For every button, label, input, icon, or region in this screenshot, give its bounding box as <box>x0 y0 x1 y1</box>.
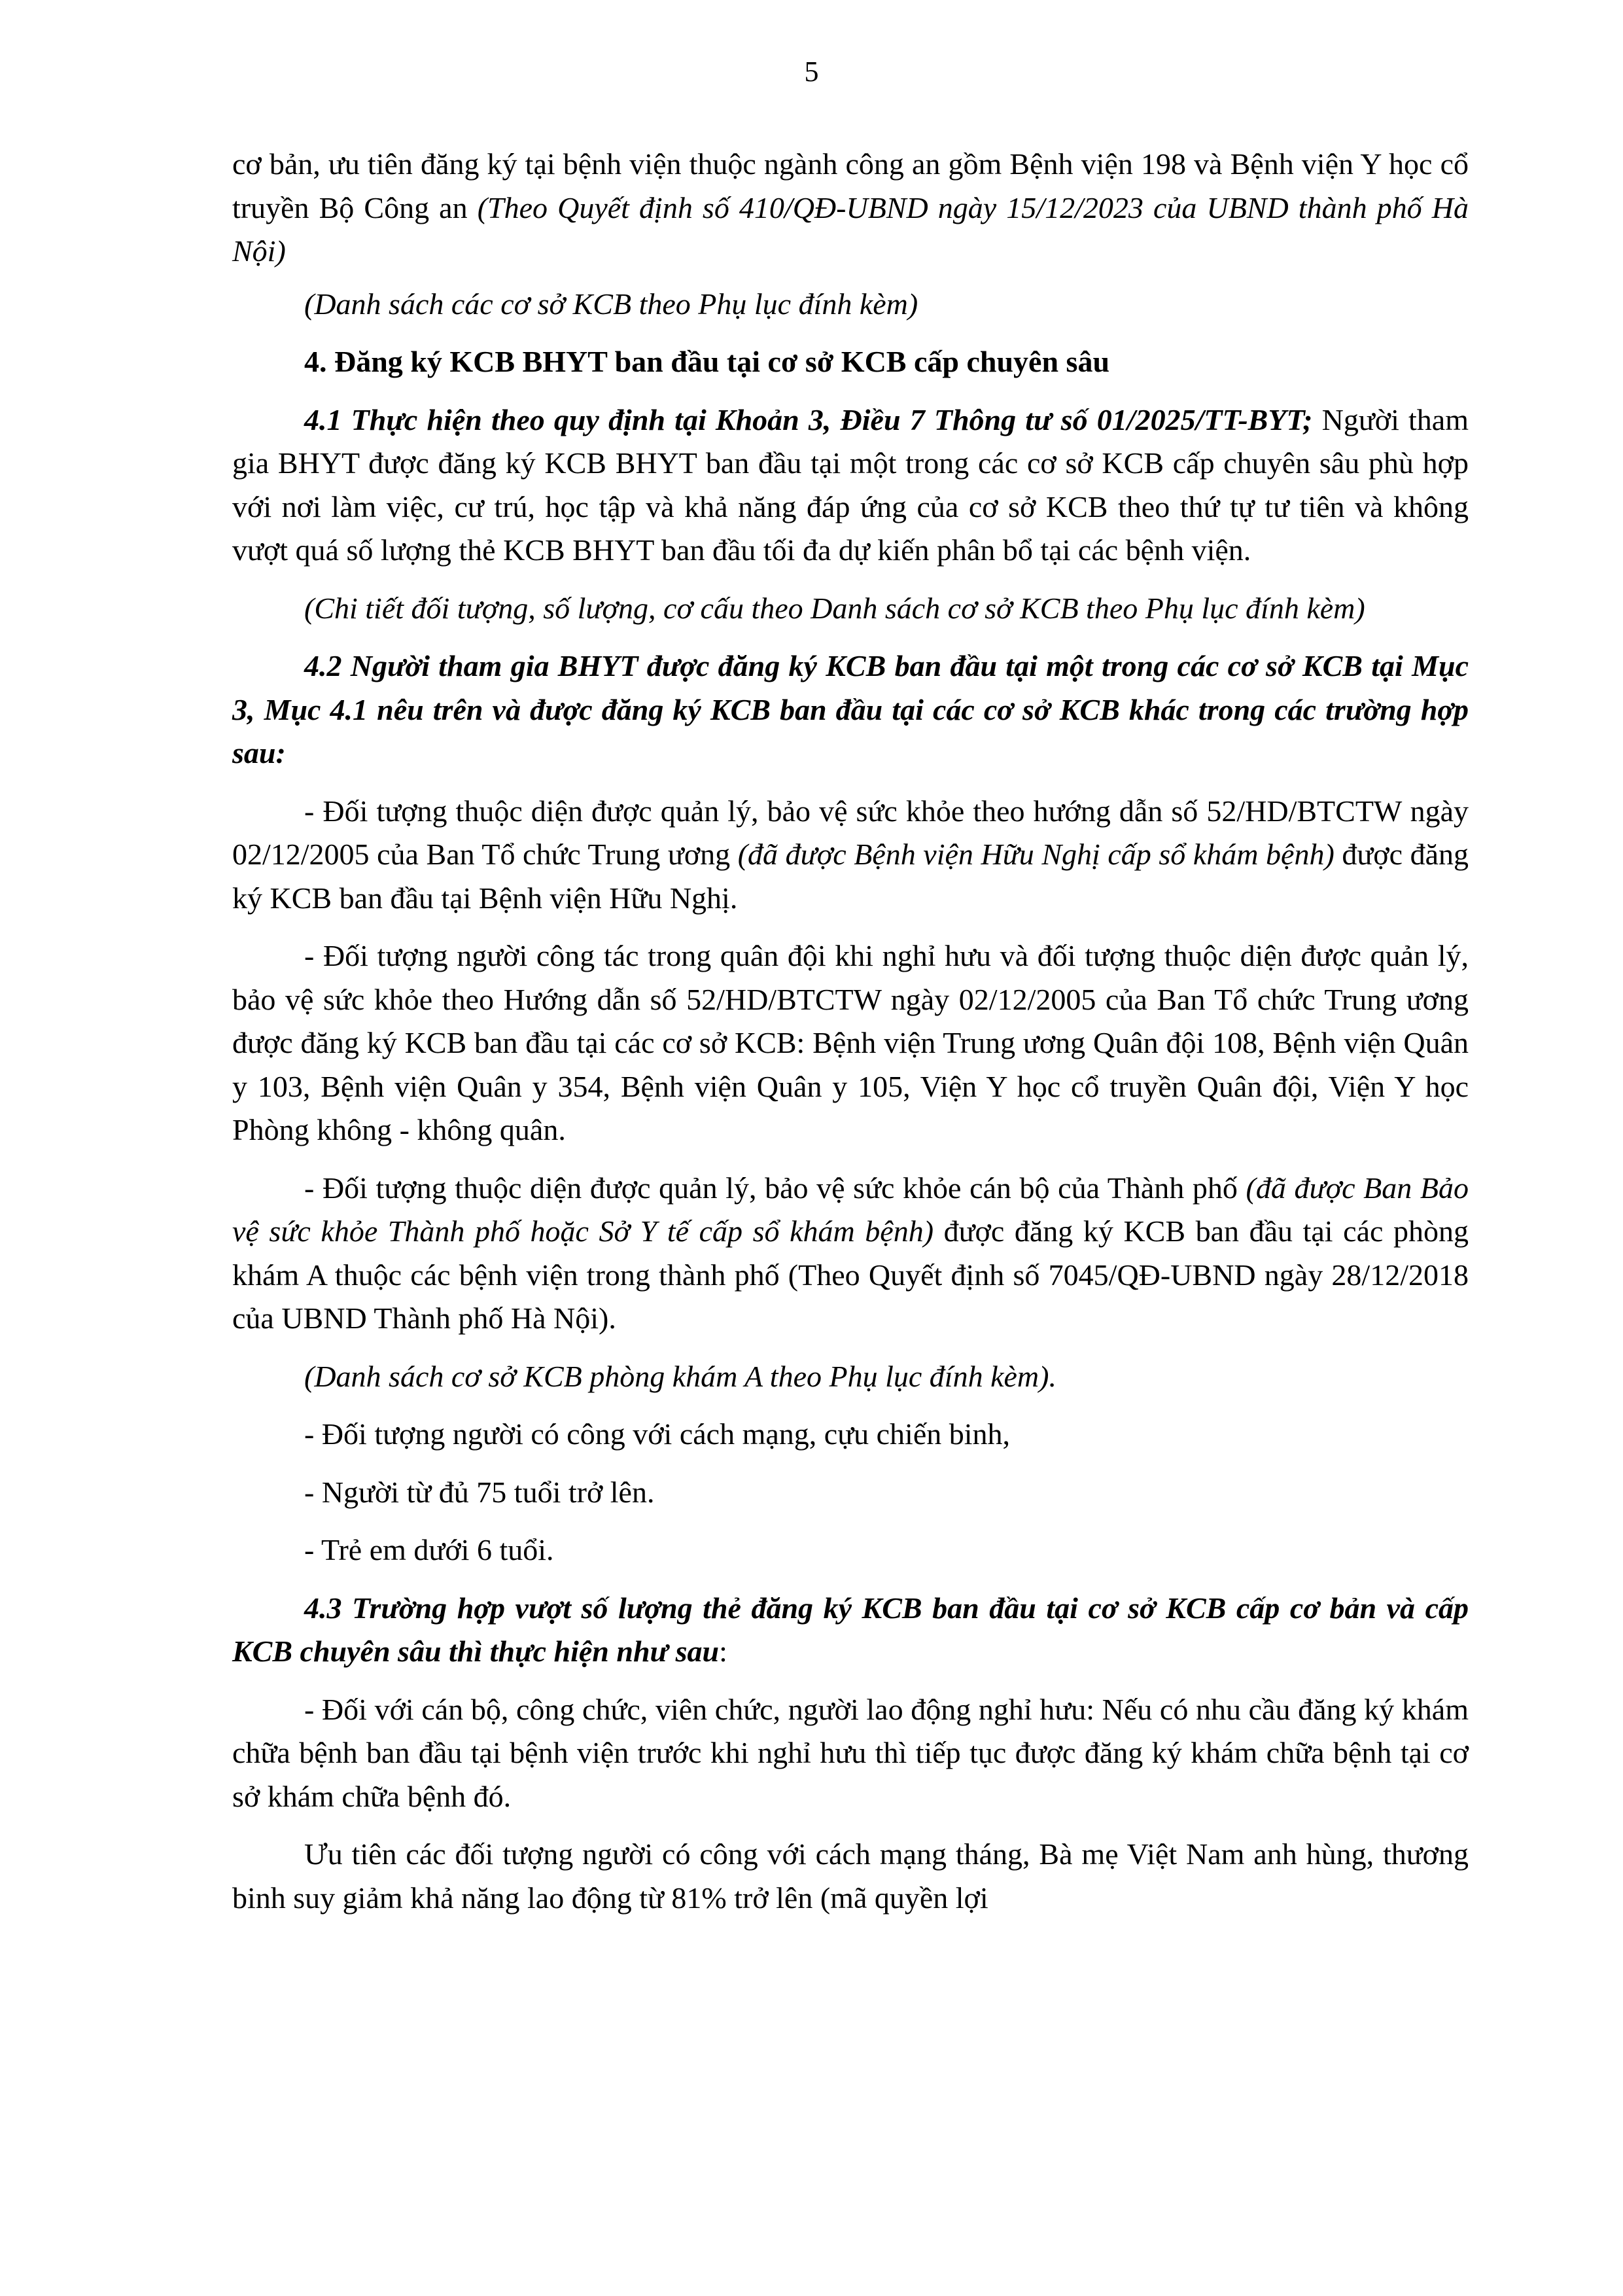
text-run: - Đối tượng thuộc diện được quản lý, bảo vệ sức khỏe cán bộ của Thành phố <box>304 1171 1246 1205</box>
text-run: - Trẻ em dưới 6 tuổi. <box>304 1533 554 1566</box>
text-run-italic: (Danh sách cơ sở KCB phòng khám A theo Phụ lục đính kèm). <box>304 1359 1056 1393</box>
bullet-can-bo-thanh-pho <box>232 1167 1469 1341</box>
bullet-75-tuoi <box>232 1471 1469 1515</box>
bullet-nguoi-co-cong <box>232 1413 1469 1457</box>
bullet-can-bo-nghi-huu <box>232 1688 1469 1819</box>
text-run: - Người từ đủ 75 tuổi trở lên. <box>304 1475 655 1509</box>
text-run: Người tham gia BHYT được đăng ký KCB BHYT ban đầu tại một trong các cơ sở KCB cấp chuyên sâu phù hợp với nơi làm việc, cư trú, học tập và khả năng đáp ứng của cơ sở KCB theo thứ tự tư tiên và không vượt quá số lượng thẻ KCB BHYT ban đầu tối đa dự kiến phân bổ tại các bệnh viện. <box>232 402 1469 567</box>
page-number: 5 <box>804 56 819 88</box>
paragraph-intro <box>232 143 1469 274</box>
bullet-huu-nghi <box>232 790 1469 921</box>
text-run-bold-italic: 4.3 Trường hợp vượt số lượng thẻ đăng ký KCB ban đầu tại cơ sở KCB cấp cơ bản và cấp KCB chuyên sâu thì thực hiện như sau <box>232 1591 1469 1668</box>
text-run: - Đối tượng người có công với cách mạng, cựu chiến binh, <box>304 1417 1011 1451</box>
bullet-quan-doi <box>232 934 1469 1152</box>
paragraph-4-2 <box>232 645 1469 775</box>
text-run-bold-italic: 4.2 Người tham gia BHYT được đăng ký KCB ban đầu tại một trong các cơ sở KCB tại Mục 3, Mục 4.1 nêu trên và được đăng ký KCB ban đầu tại các cơ sở KCB khác trong các trường hợp sau: <box>232 649 1469 769</box>
text-run-bold: 4. Đăng ký KCB BHYT ban đầu tại cơ sở KCB cấp chuyên sâu <box>304 345 1110 378</box>
text-run: Ưu tiên các đối tượng người có công với cách mạng tháng, Bà mẹ Việt Nam anh hùng, thương binh suy giảm khả năng lao động từ 81% trở lên (mã quyền lợi <box>232 1837 1469 1915</box>
heading-section-4 <box>232 340 1469 384</box>
paragraph-phong-kham-a-note <box>232 1355 1469 1399</box>
text-run-italic: (đã được Ban Bảo vệ sức khỏe Thành phố hoặc Sở Y tế cấp sổ khám bệnh) <box>232 1171 1469 1248</box>
text-run: - Đối tượng thuộc diện được quản lý, bảo vệ sức khỏe theo hướng dẫn số 52/HD/BTCTW ngày 02/12/2005 của Ban Tổ chức Trung ương <box>232 794 1469 871</box>
paragraph-4-3 <box>232 1587 1469 1674</box>
paragraph-danh-sach-note <box>232 283 1469 327</box>
text-run-italic: (Danh sách các cơ sở KCB theo Phụ lục đính kèm) <box>304 287 918 321</box>
paragraph-uu-tien <box>232 1833 1469 1920</box>
text-run-italic: (đã được Bệnh viện Hữu Nghị cấp sổ khám bệnh) <box>737 838 1335 871</box>
text-run: cơ bản, ưu tiên đăng ký tại bệnh viện thuộc ngành công an gồm Bệnh viện 198 và Bệnh viện Y học cổ truyền Bộ Công an <box>232 147 1469 224</box>
text-run-italic: (Theo Quyết định số 410/QĐ-UBND ngày 15/12/2023 của UBND thành phố Hà Nội) <box>232 190 1469 268</box>
text-run: được đăng ký KCB ban đầu tại Bệnh viện Hữu Nghị. <box>232 838 1469 915</box>
text-run: - Đối tượng người công tác trong quân đội khi nghỉ hưu và đối tượng thuộc diện được quản lý, bảo vệ sức khỏe theo Hướng dẫn số 52/HD/BTCTW ngày 02/12/2005 của Ban Tổ chức Trung ương được đăng ký KCB ban đầu tại các cơ sở KCB: Bệnh viện Trung ương Quân đội 108, Bệnh viện Quân y 103, Bệnh viện Quân y 354, Bệnh viện Quân y 105, Viện Y học cổ truyền Quân đội, Viện Y học Phòng không - không quân. <box>232 939 1469 1146</box>
text-run: được đăng ký KCB ban đầu tại các phòng khám A thuộc các bệnh viện trong thành phố (Theo Quyết định số 7045/QĐ-UBND ngày 28/12/2018 của UBND Thành phố Hà Nội). <box>232 1214 1469 1335</box>
paragraph-4-1-note <box>232 587 1469 631</box>
document-body <box>232 143 1469 1920</box>
text-run-italic: (Chi tiết đối tượng, số lượng, cơ cấu theo Danh sách cơ sở KCB theo Phụ lục đính kèm) <box>304 591 1365 625</box>
text-run-bold-italic: 4.1 Thực hiện theo quy định tại Khoản 3, Điều 7 Thông tư số 01/2025/TT-BYT; <box>304 402 1313 436</box>
text-run: : <box>719 1634 727 1668</box>
bullet-tre-em <box>232 1528 1469 1572</box>
text-run: - Đối với cán bộ, công chức, viên chức, người lao động nghỉ hưu: Nếu có nhu cầu đăng ký khám chữa bệnh ban đầu tại bệnh viện trước khi nghỉ hưu thì tiếp tục được đăng ký khám chữa bệnh tại cơ sở khám chữa bệnh đó. <box>232 1692 1469 1813</box>
paragraph-4-1 <box>232 398 1469 573</box>
